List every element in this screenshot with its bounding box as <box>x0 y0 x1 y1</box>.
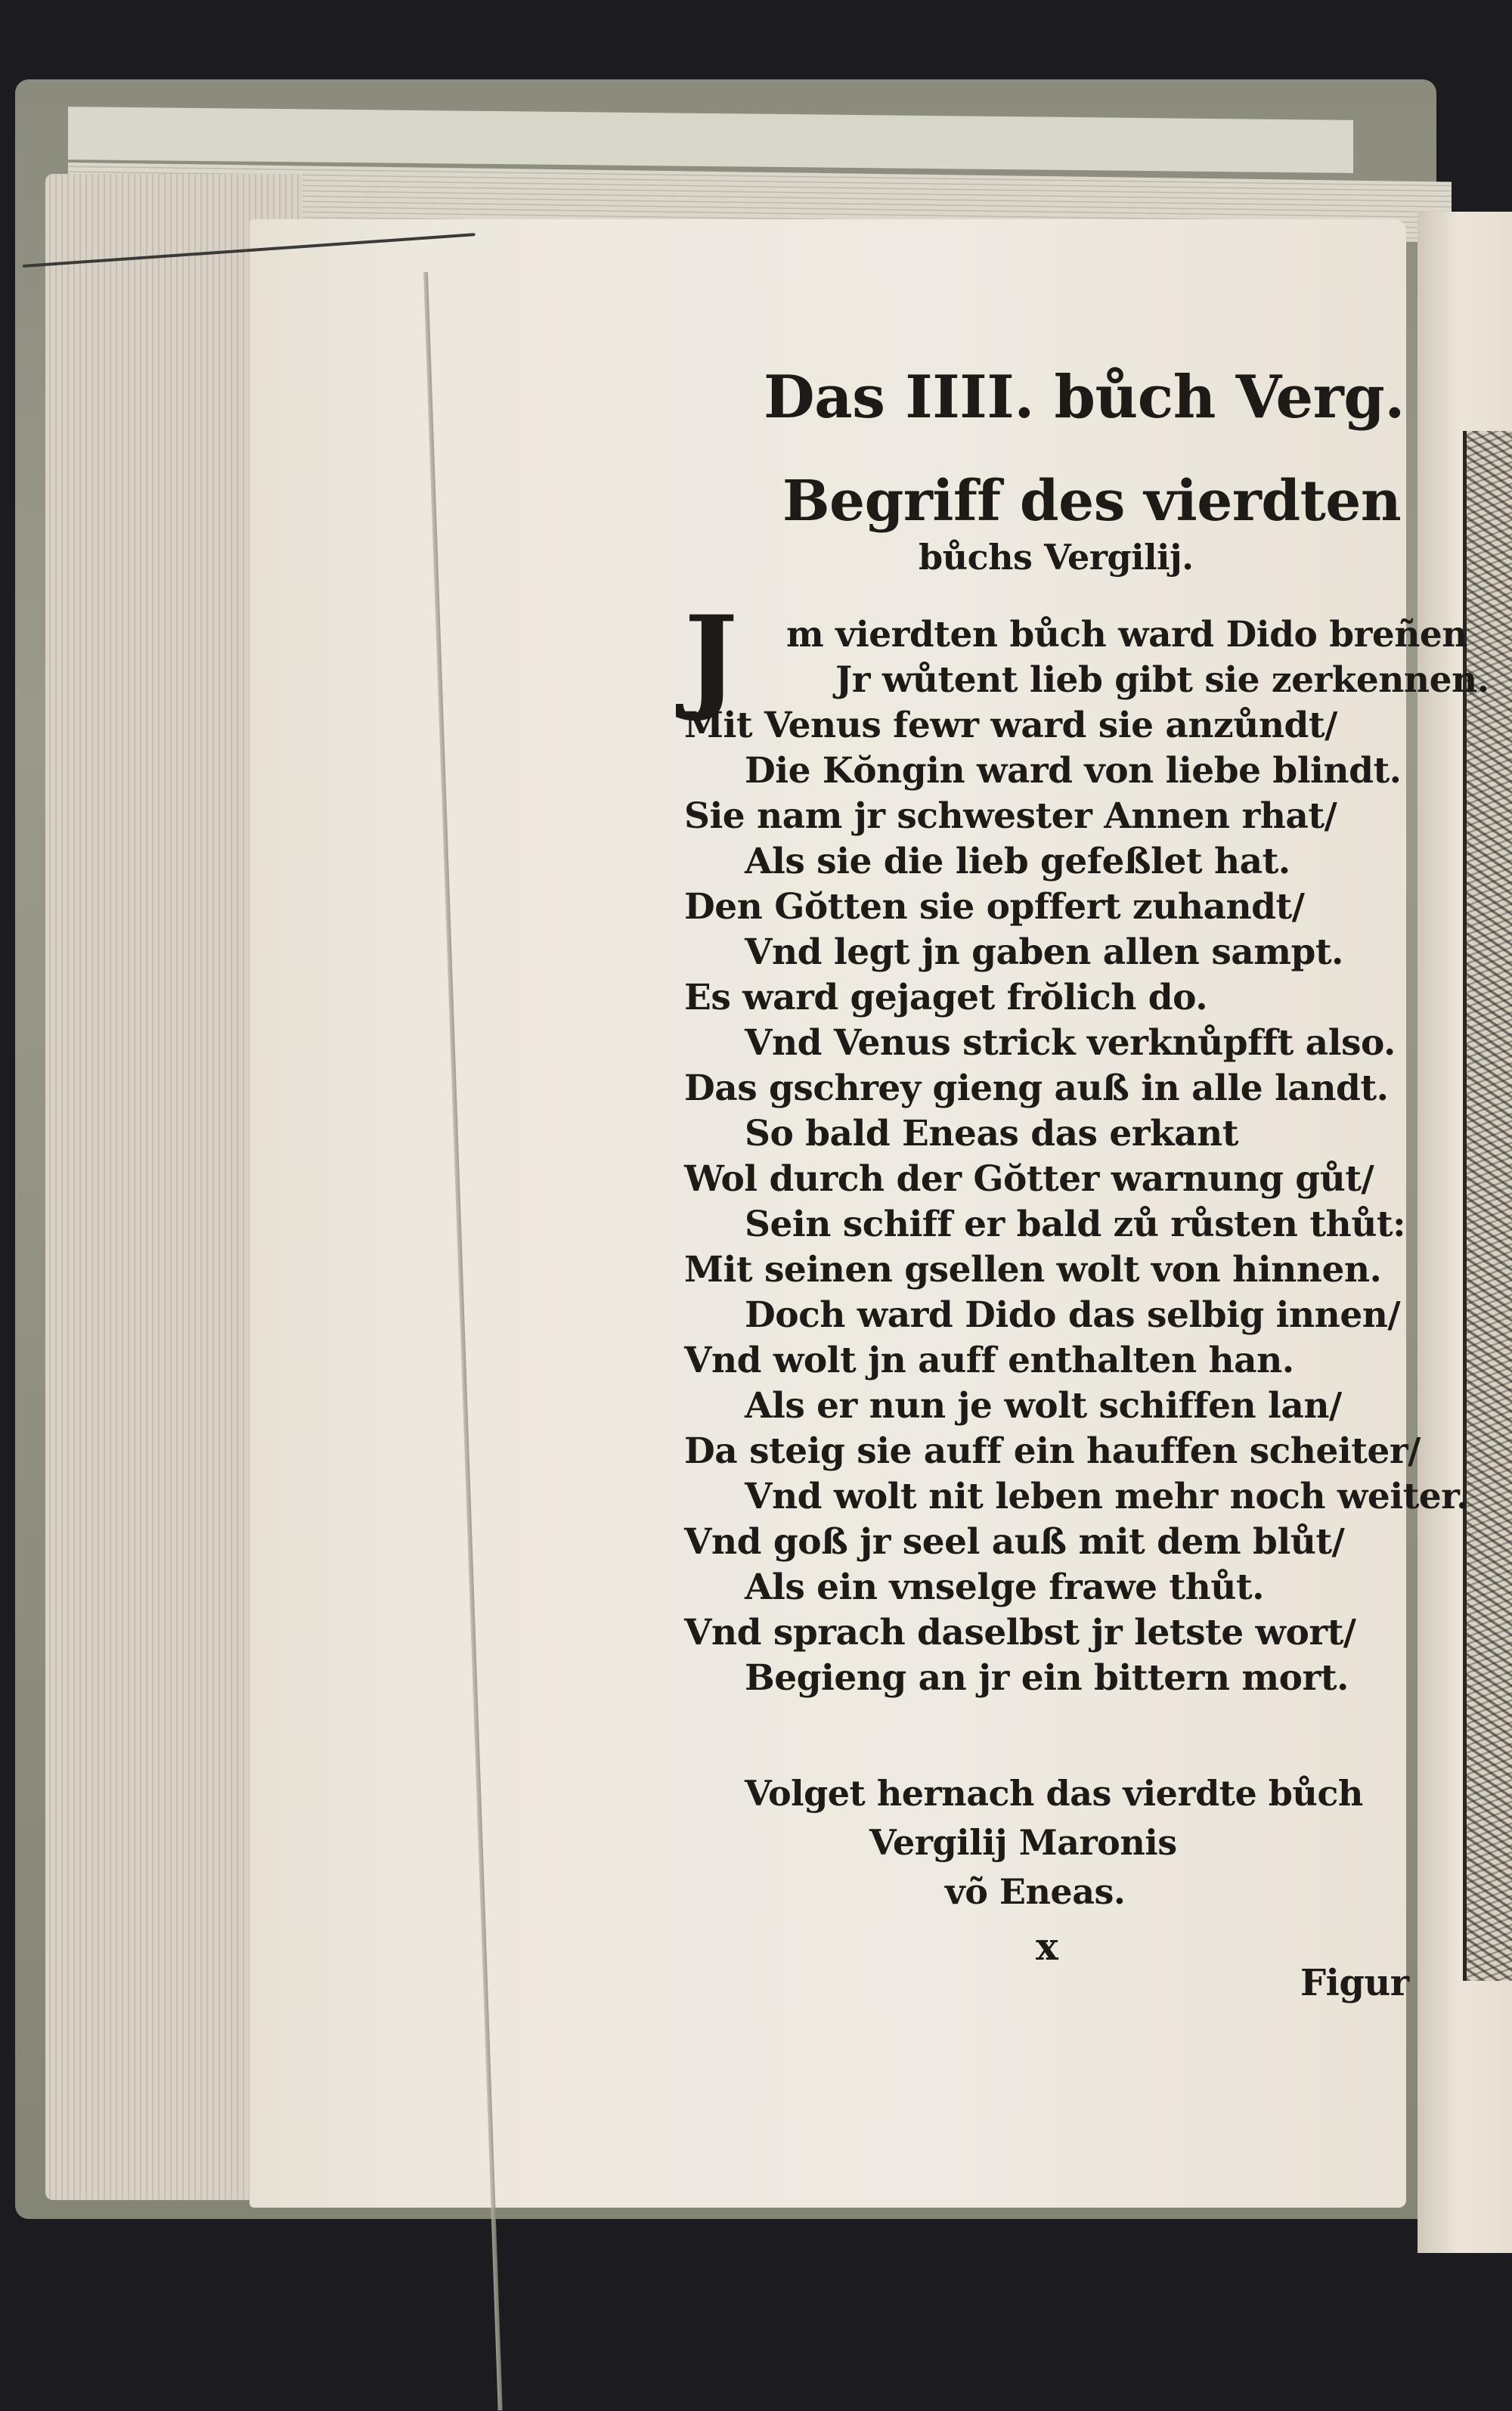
section-title: Begriff des vierdten <box>782 469 1402 534</box>
colophon-line: Volget hernach das vierdte bůch <box>745 1773 1363 1814</box>
verse-line: Doch ward Dido das selbig innen/ <box>745 1294 1401 1336</box>
catchword: Figur <box>1300 1962 1409 2004</box>
verse-line: Den Gŏtten sie opffert zuhandt/ <box>684 886 1305 928</box>
section-subtitle: bůchs Vergilij. <box>919 537 1194 578</box>
verse-line: Mit Venus fewr ward sie anzůndt/ <box>684 705 1337 746</box>
drop-initial: J <box>684 591 738 724</box>
verse-line: Als sie die lieb gefeßlet hat. <box>745 841 1290 882</box>
colophon-line: Vergilij Maronis <box>869 1822 1177 1863</box>
verse-line: m vierdten bůch ward Dido breñen <box>786 614 1467 655</box>
verse-line: Vnd Venus strick verknůpfft also. <box>745 1022 1396 1064</box>
verse-line: Es ward gejaget frŏlich do. <box>684 977 1208 1018</box>
verse-line: Wol durch der Gŏtter warnung gůt/ <box>684 1158 1374 1200</box>
verse-line: Mit seinen gsellen wolt von hinnen. <box>684 1249 1382 1291</box>
verse-line: Begieng an jr ein bittern mort. <box>745 1657 1349 1699</box>
verse-line: So bald Eneas das erkant <box>745 1113 1238 1154</box>
verse-line: Da steig sie auff ein hauffen scheiter/ <box>684 1430 1421 1472</box>
verse-line: Vnd wolt jn auff enthalten han. <box>684 1340 1294 1381</box>
verse-line: Die Kŏngin ward von liebe blindt. <box>745 750 1402 792</box>
verse-line: Das gschrey gieng auß in alle landt. <box>684 1068 1389 1109</box>
verse-line: Vnd goß jr seel auß mit dem blůt/ <box>684 1521 1345 1563</box>
verse-line: Sie nam jr schwester Annen rhat/ <box>684 795 1337 837</box>
verse-line: Sein schiff er bald zů růsten thůt: <box>745 1204 1405 1245</box>
colophon-line: võ Eneas. <box>945 1871 1126 1912</box>
verse-line: Vnd sprach daselbst jr letste wort/ <box>684 1612 1356 1653</box>
verse-line: Vnd wolt nit leben mehr noch weiter. <box>745 1476 1468 1517</box>
verse-line: Als ein vnselge frawe thůt. <box>745 1567 1265 1608</box>
verse-line: Jr wůtent lieb gibt sie zerkennen. <box>835 659 1489 701</box>
verse-line: Als er nun je wolt schiffen lan/ <box>745 1385 1342 1427</box>
signature-mark: x <box>1036 1924 1058 1969</box>
running-header: Das IIII. bůch Verg. <box>764 363 1405 432</box>
verse-line: Vnd legt jn gaben allen sampt. <box>745 931 1343 973</box>
